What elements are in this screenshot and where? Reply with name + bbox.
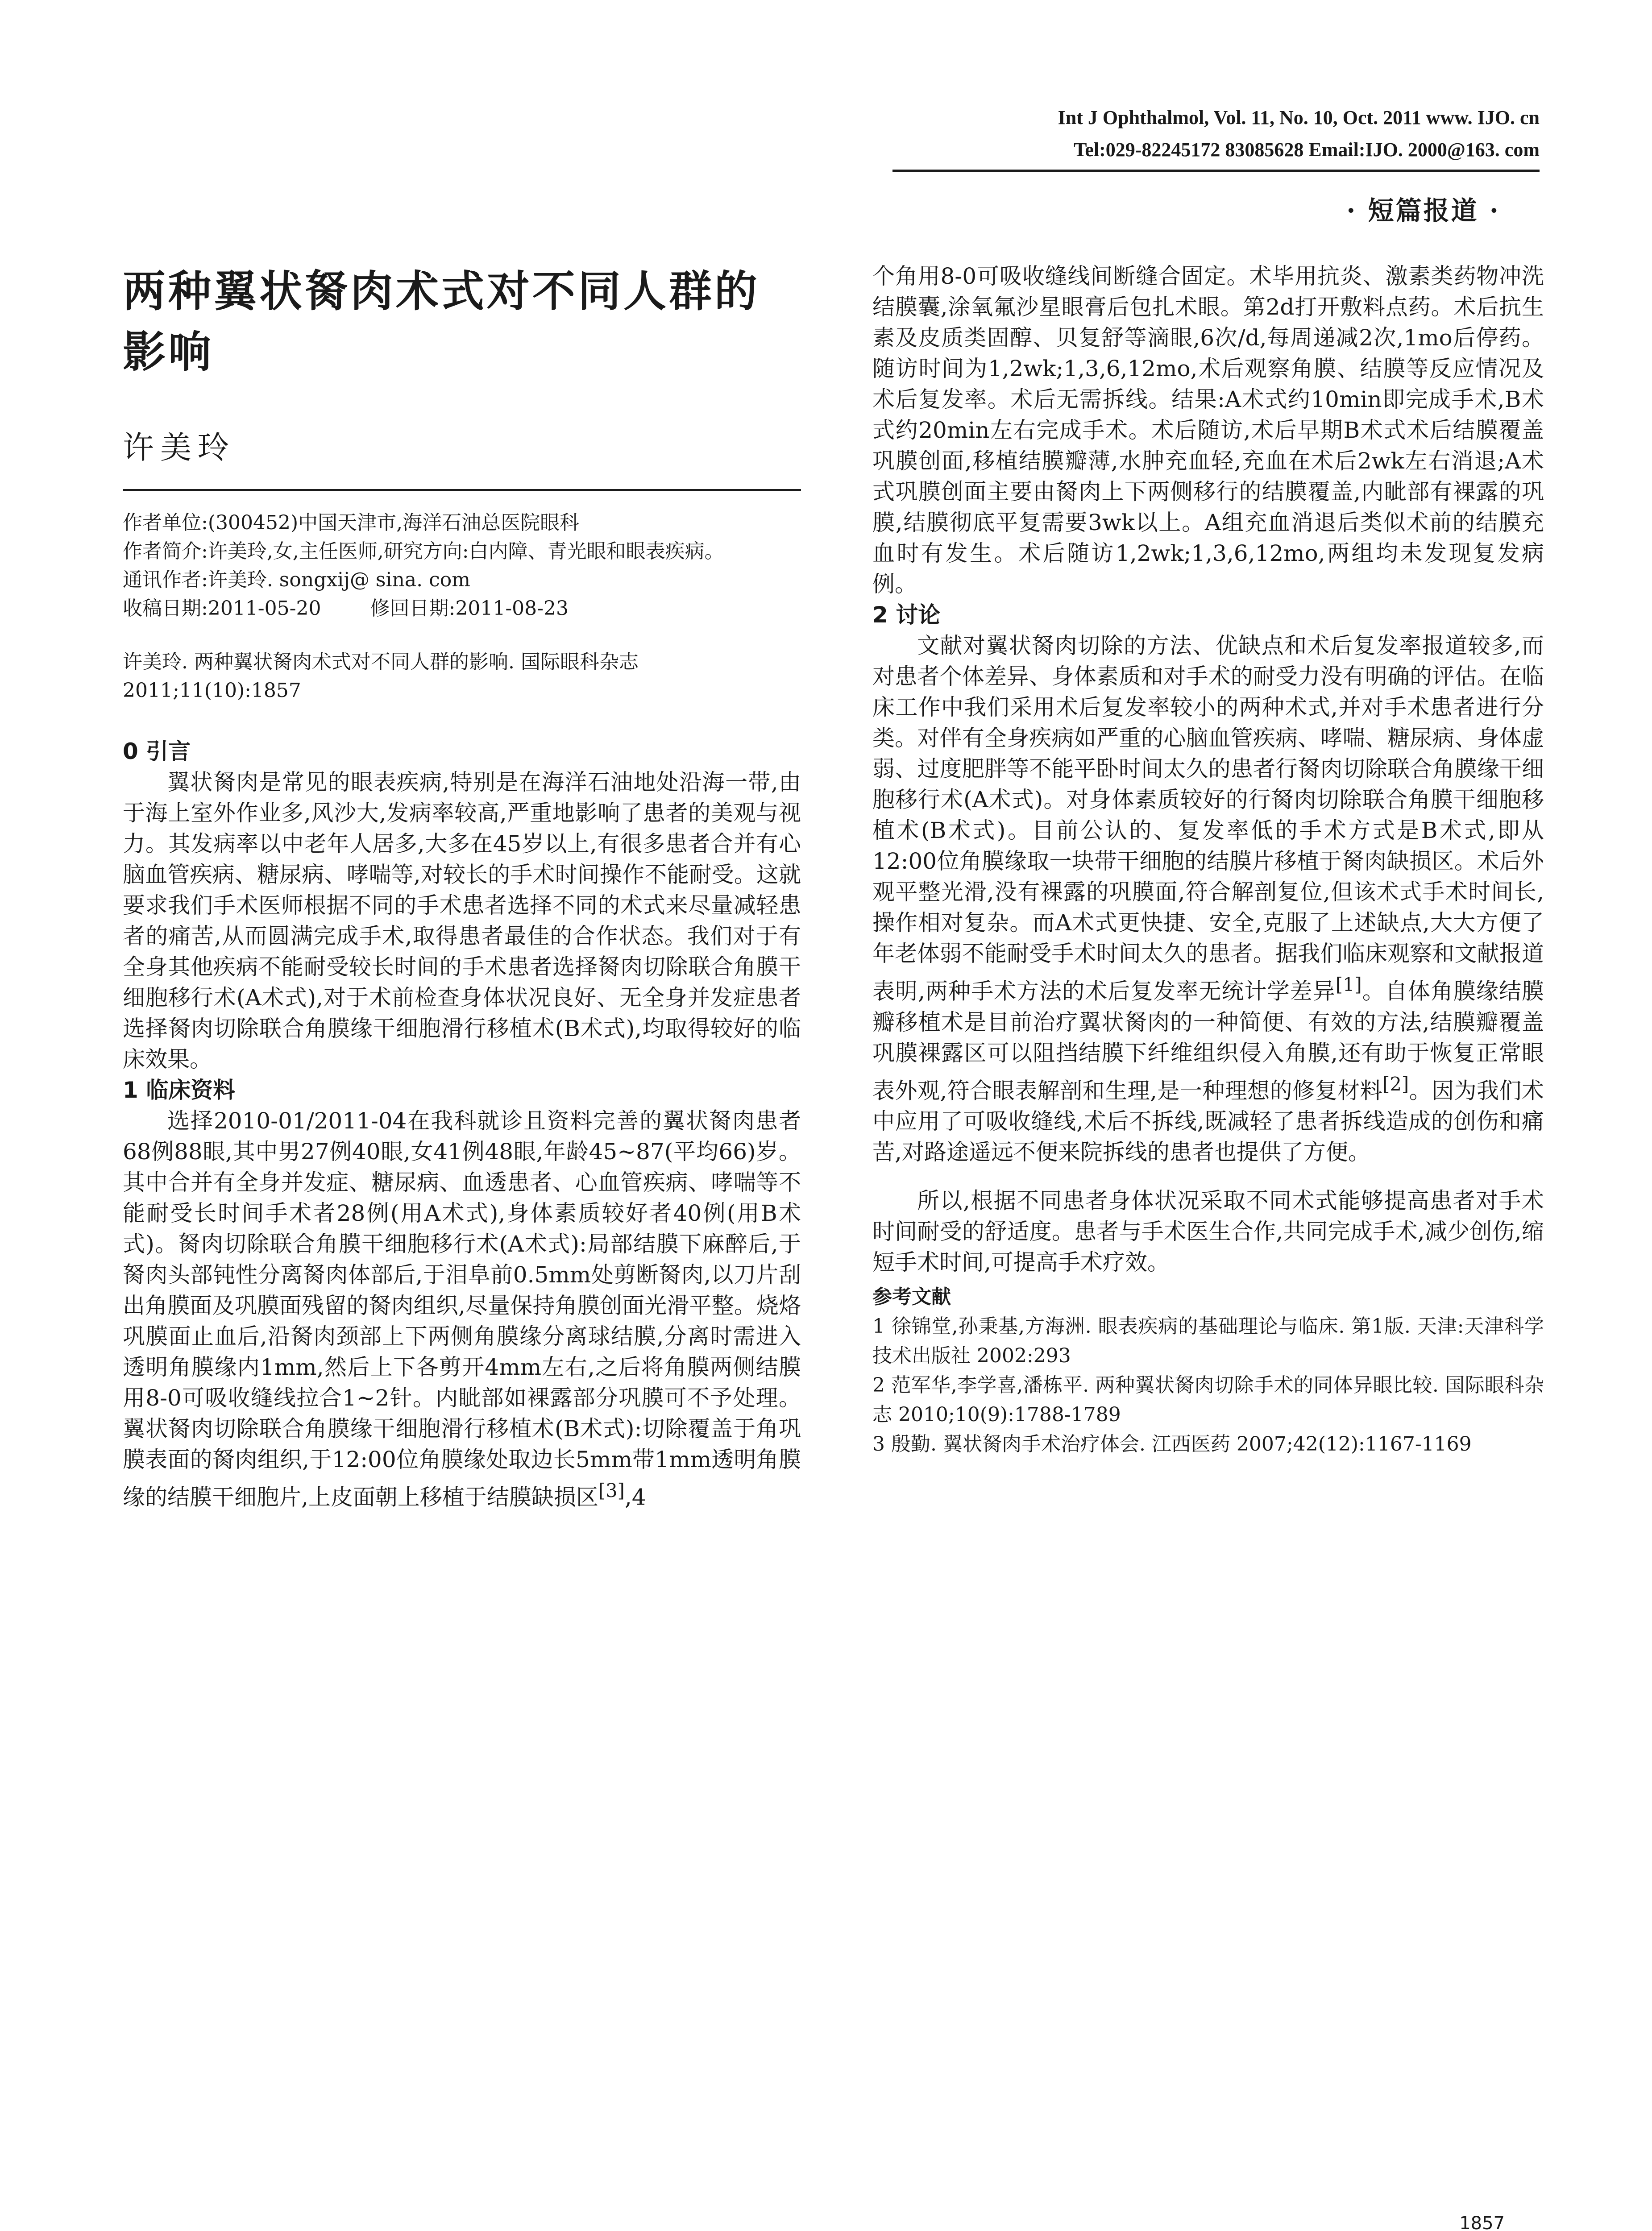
- intro-heading: 0 引言: [123, 738, 191, 764]
- intro-paragraph: 翼状胬肉是常见的眼表疾病,特别是在海洋石油地处沿海一带,由于海上室外作业多,风沙大,发病率较高,严重地影响了患者的美观与视力。其发病率以中老年人居多,大多在45岁以上,有很多患者合并有心脑血管疾病、糖尿病、哮喘等,对较长的手术时间操作不能耐受。这就要求我们手术医师根据不同的手术患者选择不同的术式来尽量减轻患者的痛苦,从而圆满完成手术,取得患者最佳的合作状态。我们对于有全身其他疾病不能耐受较长时间的手术患者选择胬肉切除联合角膜干细胞移行术(A术式),对于术前检查身体状况良好、无全身并发症患者选择胬肉切除联合角膜缘干细胞滑行移植术(B术式),均取得较好的临床效果。: [123, 769, 801, 1072]
- citation-mark: [2]: [1382, 1073, 1409, 1095]
- clinical-text: 选择2010-01/2011-04在我科就诊且资料完善的翼状胬肉患者68例88眼,其中男27例40眼,女41例48眼,年龄45~87(平均66)岁。其中合并有全身并发症、糖尿病、血透患者、心血管疾病、哮喘等不能耐受长时间手术者28例(用A术式),身体素质较好者40例(用B术式)。胬肉切除联合角膜干细胞移行术(A术式):局部结膜下麻醉后,于胬肉头部钝性分离胬肉体部后,于泪阜前0.5mm处剪断胬肉,以刀片刮出角膜面及巩膜面残留的胬肉组织,尽量保持角膜创面光滑平整。烧烙巩膜面止血后,沿胬肉颈部上下两侧角膜缘分离球结膜,分离时需进入透明角膜缘内1mm,然后上下各剪开4mm左右,之后将角膜两侧结膜用8-0可吸收缝线拉合1~2针。内眦部如裸露部分巩膜可不予处理。翼状胬肉切除联合角膜缘干细胞滑行移植术(B术式):切除覆盖于角巩膜表面的胬肉组织,于12:00位角膜缘处取边长5mm带1mm透明角膜缘的结膜干细胞片,上皮面朝上移植于结膜缺损区: [123, 1108, 801, 1510]
- header-rule: [892, 170, 1540, 172]
- journal-contact-line: Tel:029-82245172 83085628 Email:IJO. 2000@163. com: [1074, 139, 1540, 161]
- revised-date: 修回日期:2011-08-23: [370, 597, 569, 620]
- citation-mark: [3]: [598, 1480, 625, 1501]
- discussion-text-b: 。自体角膜缘结膜瓣移植术是目前治疗翼状胬肉的一种简便、有效的方法,结膜瓣覆盖巩膜裸露区可以阻挡结膜下纤维组织侵入角膜,还有助于恢复正常眼表外观,符合眼表解剖和生理,是一种理想的修复材料: [872, 978, 1544, 1104]
- journal-info-line: Int J Ophthalmol, Vol. 11, No. 10, Oct. 2011 www. IJO. cn: [1058, 107, 1540, 129]
- running-header: [1058, 102, 1540, 166]
- affiliation: 作者单位:(300452)中国天津市,海洋石油总医院眼科: [123, 511, 580, 534]
- clinical-heading: 1 临床资料: [123, 1077, 236, 1103]
- received-date: 收稿日期:2011-05-20: [123, 597, 321, 620]
- clinical-text-tail: ,4: [624, 1484, 646, 1510]
- discussion-heading: 2 讨论: [872, 602, 941, 628]
- discussion-text-a: 文献对翼状胬肉切除的方法、优缺点和术后复发率报道较多,而对患者个体差异、身体素质和对手术的耐受力没有明确的评估。在临床工作中我们采用术后复发率较小的两种术式,并对手术患者进行分类。对伴有全身疾病如严重的心脑血管疾病、哮喘、糖尿病、身体虚弱、过度肥胖等不能平卧时间太久的患者行胬肉切除联合角膜缘干细胞移行术(A术式)。对身体素质较好的行胬肉切除联合角膜干细胞移植术(B术式)。目前公认的、复发率低的手术方式是B术式,即从12:00位角膜缘取一块带干细胞的结膜片移植于胬肉缺损区。术后外观平整光滑,没有裸露的巩膜面,符合解剖复位,但该术式手术时间长,操作相对复杂。而A术式更快捷、安全,克服了上述缺点,大大方便了年老体弱不能耐受手术时间太久的患者。据我们临床观察和文献报道表明,两种手术方法的术后复发率无统计学差异: [872, 633, 1544, 1004]
- clinical-continued-paragraph: 个角用8-0可吸收缝线间断缝合固定。术毕用抗炎、激素类药物冲洗结膜囊,涂氧氟沙星眼膏后包扎术眼。第2d打开敷料点药。术后抗生素及皮质类固醇、贝复舒等滴眼,6次/d,每周递减2次,1mo后停药。随访时间为1,2wk;1,3,6,12mo,术后观察角膜、结膜等反应情况及术后复发率。术后无需拆线。结果:A术式约10min即完成手术,B术式约20min左右完成手术。术后随访,术后早期B术式术后结膜覆盖巩膜创面,移植结膜瓣薄,水肿充血轻,充血在术后2wk左右消退;A术式巩膜创面主要由胬肉上下两侧移行的结膜覆盖,内眦部有裸露的巩膜,结膜彻底平复需要3wk以上。A组充血消退后类似术前的结膜充血时有发生。术后随访1,2wk;1,3,6,12mo,两组均未发现复发病例。: [872, 263, 1544, 597]
- corresponding-author: 通讯作者:许美玲. songxij@ sina. com: [123, 568, 470, 591]
- left-body: [123, 736, 801, 1513]
- discussion-text-c: 。因为我们术中应用了可吸收缝线,术后不拆线,既减轻了患者拆线造成的创伤和痛苦,对路途遥远不便来院拆线的患者也提供了方便。: [872, 1078, 1544, 1165]
- article-title: 两种翼状胬肉术式对不同人群的影响: [123, 266, 760, 377]
- page-number: 1857: [1459, 2213, 1505, 2231]
- article-dates: [123, 594, 801, 623]
- author-metadata: [123, 509, 801, 623]
- author-rule: [123, 489, 801, 491]
- right-body: [872, 261, 1544, 1278]
- left-column: [123, 261, 801, 1513]
- reference-item: 2 范军华,李学喜,潘栋平. 两种翼状胬肉切除手术的同体异眼比较. 国际眼科杂志 2010;10(9):1788-1789: [872, 1374, 1544, 1427]
- conclusion-paragraph: 所以,根据不同患者身体状况采取不同术式能够提高患者对手术时间耐受的舒适度。患者与手术医生合作,共同完成手术,减少创伤,缩短手术时间,可提高手术疗效。: [872, 1188, 1544, 1276]
- reference-item: 1 徐锦堂,孙秉基,方海洲. 眼表疾病的基础理论与临床. 第1版. 天津:天津科学技术出版社 2002:293: [872, 1315, 1544, 1368]
- citation: 许美玲. 两种翼状胬肉术式对不同人群的影响. 国际眼科杂志 2011;11(10):1857: [123, 651, 639, 702]
- citation-mark: [1]: [1335, 974, 1362, 995]
- discussion-paragraph: [872, 630, 1544, 1168]
- section-tag: · 短篇报道 ·: [1346, 195, 1500, 226]
- author-bio: 作者简介:许美玲,女,主任医师,研究方向:白内障、青光眼和眼表疾病。: [123, 540, 724, 563]
- right-column: [872, 261, 1544, 1459]
- clinical-paragraph: [123, 1106, 801, 1513]
- reference-item: 3 殷勤. 翼状胬肉手术治疗体会. 江西医药 2007;42(12):1167-1169: [872, 1433, 1472, 1456]
- references-heading: 参考文献: [872, 1286, 951, 1309]
- article-author: 许美玲: [123, 429, 235, 466]
